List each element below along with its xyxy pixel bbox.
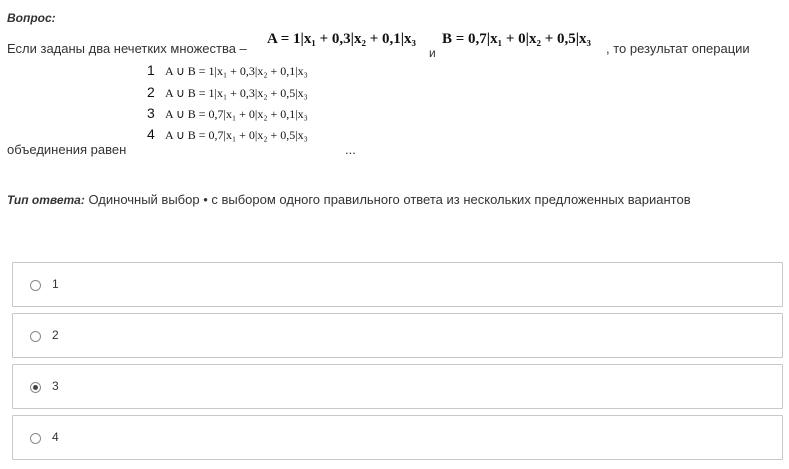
option-number: 3 [147,105,155,121]
question-ellipsis: ... [345,142,356,157]
question-text-line1-end: , то результат операции [606,41,750,56]
radio-button[interactable] [30,433,41,444]
option-formula-3 [147,105,308,125]
formula-set-a: A = 1|x₁ + 0,3|x₂ + 0,1|x₃ [267,31,417,47]
option-formula-2 [147,84,308,104]
answer-option-2[interactable] [12,313,783,358]
answer-option-3[interactable] [12,364,783,409]
answer-option-1[interactable] [12,262,783,307]
answer-type-line [7,192,691,207]
answer-type-text: Одиночный выбор • с выбором одного правильного ответа из нескольких предложенных вариантов [88,192,691,207]
option-formula-1 [147,62,308,82]
answer-option-label: 1 [52,277,59,291]
options-formula-image [143,60,353,152]
option-number: 1 [147,62,155,78]
answer-type-label: Тип ответа: [7,193,85,207]
answer-option-label: 3 [52,379,59,393]
question-text-line1: Если заданы два нечетких множества – [7,41,247,56]
question-title: Вопрос: [7,11,56,25]
option-formula-4 [147,126,308,146]
option-number: 2 [147,84,155,100]
answer-option-4[interactable] [12,415,783,460]
formula-set-b: B = 0,7|x₁ + 0|x₂ + 0,5|x₃ [442,31,592,47]
radio-button[interactable] [30,331,41,342]
conjunction-text: и [429,46,436,60]
radio-button[interactable] [30,280,41,291]
option-formula: A ∪ B = 0,7|x₁ + 0|x₂ + 0,1|x₃ [165,107,308,121]
radio-button[interactable] [30,382,41,393]
option-formula: A ∪ B = 1|x₁ + 0,3|x₂ + 0,5|x₃ [165,86,308,100]
option-number: 4 [147,126,155,142]
option-formula: A ∪ B = 0,7|x₁ + 0|x₂ + 0,5|x₃ [165,128,308,142]
answer-option-label: 4 [52,430,59,444]
question-text-line2: объединения равен [7,142,127,157]
answer-option-label: 2 [52,328,59,342]
option-formula: A ∪ B = 1|x₁ + 0,3|x₂ + 0,1|x₃ [165,64,308,78]
